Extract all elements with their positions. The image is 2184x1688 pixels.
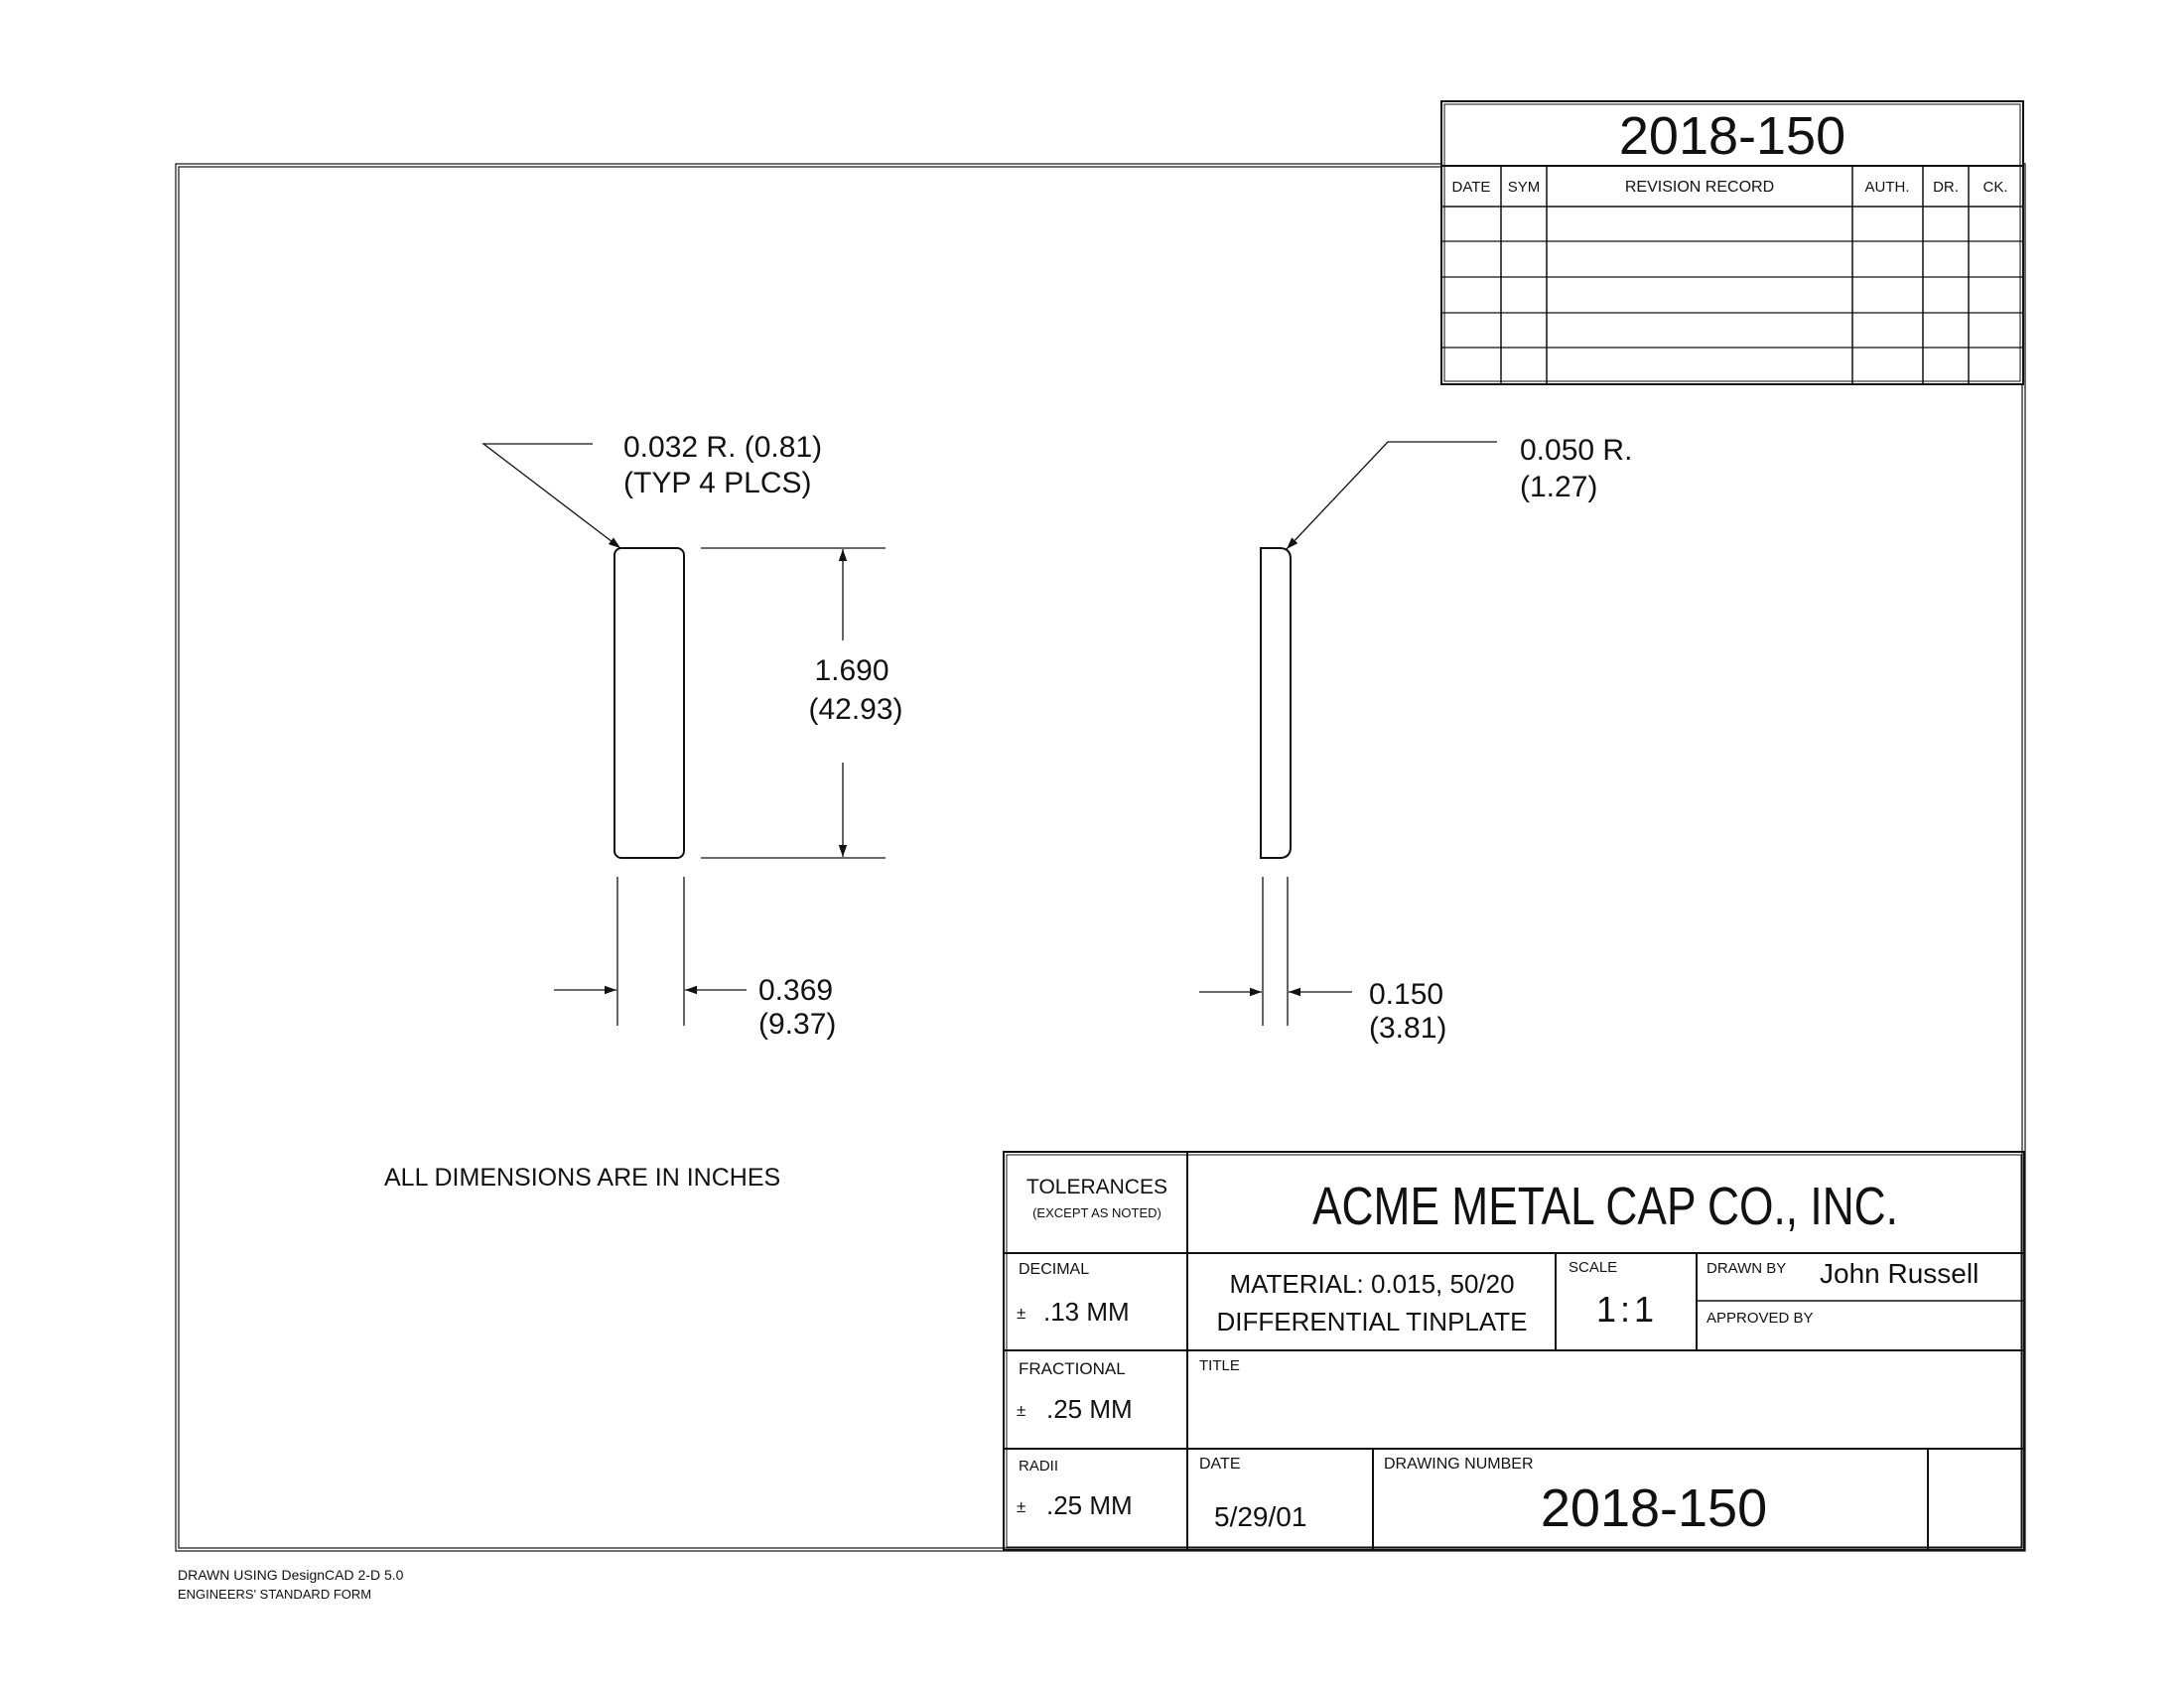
approved-by-label: APPROVED BY (1706, 1310, 1814, 1327)
part-outline-side (1261, 548, 1291, 858)
rev-col-ck: CK. (1982, 179, 2008, 196)
drawn-by-label: DRAWN BY (1706, 1260, 1787, 1277)
width-label-front-mm: (9.37) (758, 1008, 837, 1041)
drawn-by-value: John Russell (1820, 1258, 1979, 1289)
scale-label: SCALE (1569, 1259, 1618, 1276)
revision-drawing-number: 2018-150 (1618, 106, 1846, 166)
material-line-2: DIFFERENTIAL TINPLATE (1216, 1307, 1528, 1336)
radius-label-front-1: 0.032 R. (0.81) (623, 431, 823, 464)
width-label-front-in: 0.369 (758, 974, 834, 1007)
rev-col-auth: AUTH. (1864, 179, 1910, 196)
fractional-plus-minus: ± (1017, 1401, 1026, 1420)
revision-block (1441, 101, 2023, 384)
scale-value: 1:1 (1595, 1289, 1659, 1330)
rev-col-revision-record: REVISION RECORD (1624, 179, 1775, 196)
rev-col-date: DATE (1451, 179, 1491, 196)
height-label-in: 1.690 (814, 654, 889, 687)
fractional-label: FRACTIONAL (1019, 1359, 1126, 1378)
radius-label-side-1: 0.050 R. (1520, 434, 1633, 467)
width-label-side-mm: (3.81) (1369, 1012, 1447, 1045)
decimal-plus-minus: ± (1017, 1304, 1026, 1323)
width-label-side-in: 0.150 (1369, 978, 1444, 1011)
material-line-1: MATERIAL: 0.015, 50/20 (1229, 1269, 1515, 1299)
date-label: DATE (1199, 1456, 1241, 1473)
radius-leader-front (483, 444, 620, 548)
radii-plus-minus: ± (1017, 1497, 1026, 1516)
title-block (1004, 1152, 2024, 1550)
rev-col-sym: SYM (1507, 179, 1541, 196)
radii-value: .25 MM (1046, 1490, 1133, 1520)
decimal-label: DECIMAL (1019, 1261, 1090, 1278)
footer-line-2: ENGINEERS' STANDARD FORM (178, 1587, 372, 1602)
footer-line-1: DRAWN USING DesignCAD 2-D 5.0 (178, 1567, 404, 1583)
date-value: 5/29/01 (1214, 1501, 1307, 1532)
tolerances-label: TOLERANCES (1026, 1176, 1167, 1198)
radii-label: RADII (1019, 1458, 1059, 1475)
units-note: ALL DIMENSIONS ARE IN INCHES (384, 1164, 781, 1192)
title-label: TITLE (1199, 1357, 1240, 1374)
company-name: ACME METAL CAP CO., INC. (1312, 1177, 1898, 1236)
radius-label-front-2: (TYP 4 PLCS) (623, 467, 812, 499)
decimal-value: .13 MM (1043, 1297, 1130, 1327)
rev-col-dr: DR. (1933, 179, 1959, 196)
part-view-side (1199, 434, 1632, 1045)
height-label-mm: (42.93) (808, 693, 903, 726)
part-outline-front (614, 548, 684, 858)
radius-leader-side (1287, 442, 1497, 549)
part-view-front (483, 431, 903, 1041)
tolerances-sub: (EXCEPT AS NOTED) (1032, 1205, 1161, 1220)
radius-label-side-2: (1.27) (1520, 471, 1598, 503)
drawing-number-label: DRAWING NUMBER (1384, 1456, 1534, 1473)
drawing-number-value: 2018-150 (1540, 1478, 1768, 1538)
fractional-value: .25 MM (1046, 1394, 1133, 1424)
